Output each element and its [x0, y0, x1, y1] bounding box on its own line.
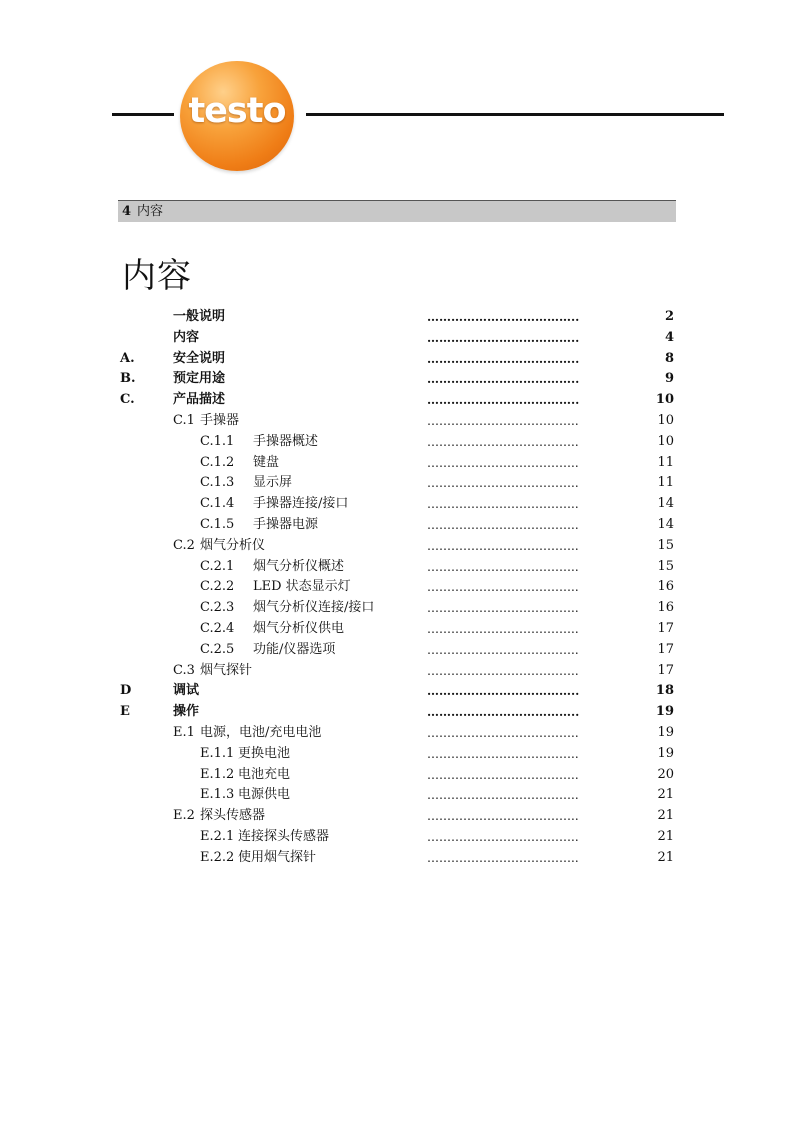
toc-page-number: 10	[655, 392, 674, 408]
toc-section-number: E.1	[173, 724, 195, 740]
toc-leader-dots: ………………………………..	[427, 809, 579, 824]
toc-entry[interactable]	[0, 307, 794, 328]
toc-entry[interactable]	[0, 723, 794, 744]
logo-text: testo	[188, 91, 286, 131]
toc-leader-dots: ………………………………..	[427, 663, 579, 678]
toc-page-number: 17	[657, 641, 674, 657]
toc-leader-dots: ………………………………..	[427, 413, 579, 428]
toc-title: 连接探头传感器	[238, 828, 330, 844]
toc-title: 烟气探针	[200, 662, 253, 678]
toc-section-number: C.1.3	[200, 475, 235, 491]
toc-leader-dots: ………………………………..	[427, 559, 579, 574]
toc-leader-dots: ………………………………..	[427, 642, 579, 657]
toc-leader-dots: ………………………………..	[427, 746, 579, 761]
toc-entry[interactable]	[0, 328, 794, 349]
toc-page-number: 15	[657, 558, 674, 574]
toc-section-number: C.2	[173, 537, 195, 553]
toc-leader-dots: ………………………………..	[427, 621, 579, 636]
toc-entry[interactable]	[0, 661, 794, 682]
toc-title: 一般说明	[173, 309, 226, 324]
toc-chapter-letter: C.	[120, 392, 135, 408]
toc-title: 安全说明	[173, 350, 226, 366]
toc-title: 产品描述	[173, 392, 226, 408]
toc-section-number: E.2.2	[200, 849, 235, 865]
toc-page-number: 10	[657, 412, 674, 428]
toc-section-number: E.1.1	[200, 745, 235, 761]
toc-section-number: E.2.1	[200, 828, 235, 844]
toc-leader-dots: ………………………………..	[427, 351, 580, 366]
toc-entry[interactable]	[0, 453, 794, 474]
toc-entry[interactable]	[0, 411, 794, 432]
toc-page-number: 20	[657, 766, 674, 782]
toc-title: 更换电池	[238, 745, 291, 761]
toc-entry[interactable]	[0, 681, 794, 702]
toc-section-number: C.1.1	[200, 433, 235, 449]
toc-section-number: E.1.2	[200, 766, 235, 782]
toc-section-number: C.1	[173, 412, 195, 428]
toc-leader-dots: ………………………………..	[427, 476, 579, 491]
toc-entry[interactable]	[0, 806, 794, 827]
toc-leader-dots: ………………………………..	[427, 434, 579, 449]
toc-entry[interactable]	[0, 577, 794, 598]
toc-title: 电源供电	[238, 787, 291, 803]
toc-entry[interactable]	[0, 765, 794, 786]
toc-entry[interactable]	[0, 702, 794, 723]
toc-title: 操作	[173, 704, 200, 720]
toc-page-number: 18	[655, 683, 674, 699]
toc-title: 键盘	[253, 454, 280, 470]
toc-leader-dots: ………………………………..	[427, 705, 580, 720]
toc-leader-dots: ………………………………..	[427, 767, 579, 782]
toc-entry[interactable]	[0, 640, 794, 661]
toc-entry[interactable]	[0, 785, 794, 806]
toc-page-number: 8	[664, 350, 674, 366]
toc-leader-dots: ………………………………..	[427, 310, 580, 324]
toc-leader-dots: ………………………………..	[427, 725, 579, 740]
toc-leader-dots: ………………………………..	[427, 829, 579, 844]
toc-section-number: E.1.3	[200, 787, 235, 803]
toc-title: 功能/仪器选项	[253, 641, 336, 657]
toc-entry[interactable]	[0, 848, 794, 869]
toc-chapter-letter: E	[120, 704, 130, 720]
toc-title: 烟气分析仪概述	[253, 558, 345, 574]
toc-chapter-letter: A.	[120, 350, 135, 366]
toc-section-number: C.2.1	[200, 558, 235, 574]
toc-page-number: 19	[655, 704, 674, 720]
toc-title: 内容	[173, 329, 200, 345]
testo-logo	[180, 61, 294, 171]
toc-title: 烟气分析仪连接/接口	[253, 600, 375, 616]
toc-title: 烟气分析仪供电	[253, 620, 345, 636]
toc-page-number: 11	[657, 454, 674, 470]
toc-page-number: 21	[657, 808, 674, 824]
toc-section-number: C.2.5	[200, 641, 235, 657]
toc-entry[interactable]	[0, 536, 794, 557]
toc-page-number: 11	[657, 475, 674, 491]
toc-leader-dots: ………………………………..	[427, 330, 580, 345]
toc-leader-dots: ………………………………..	[427, 601, 579, 616]
toc-page-number: 2	[664, 309, 674, 324]
toc-title: 显示屏	[253, 475, 293, 491]
toc-leader-dots: ………………………………..	[427, 497, 579, 512]
toc-leader-dots: ………………………………..	[427, 372, 580, 387]
toc-page-number: 19	[657, 745, 674, 761]
toc-title: 探头传感器	[200, 808, 266, 824]
toc-entry[interactable]	[0, 473, 794, 494]
toc-page-number: 9	[664, 371, 674, 387]
toc-leader-dots: ………………………………..	[427, 850, 579, 865]
page-title: 内容	[122, 256, 192, 296]
toc-section-number: C.1.5	[200, 516, 235, 532]
toc-page-number: 16	[657, 579, 674, 595]
toc-entry[interactable]	[0, 494, 794, 515]
toc-title: 烟气分析仪	[200, 537, 266, 553]
toc-leader-dots: ………………………………..	[427, 538, 579, 553]
toc-leader-dots: ………………………………..	[427, 788, 579, 803]
toc-entry[interactable]	[0, 557, 794, 578]
toc-title: 使用烟气探针	[238, 849, 317, 865]
toc-page-number: 17	[657, 620, 674, 636]
toc-leader-dots: ………………………………..	[427, 517, 579, 532]
toc-chapter-letter: B.	[120, 371, 136, 387]
toc-page-number: 21	[657, 849, 674, 865]
toc-section-number: E.2	[173, 808, 195, 824]
toc-section-number: C.3	[173, 662, 195, 678]
toc-section-number: C.1.4	[200, 496, 235, 512]
toc-page-number: 17	[657, 662, 674, 678]
toc-title: 手操器	[200, 412, 240, 428]
toc-entry[interactable]	[0, 827, 794, 848]
toc-leader-dots: ………………………………..	[427, 580, 579, 595]
toc-entry[interactable]	[0, 349, 794, 370]
table-of-contents	[0, 307, 794, 869]
section-title: 内容	[137, 204, 164, 219]
section-header-bar	[118, 200, 676, 222]
toc-title: 电池充电	[238, 766, 291, 782]
toc-entry[interactable]	[0, 619, 794, 640]
toc-page-number: 19	[657, 724, 674, 740]
toc-title: 预定用途	[173, 371, 226, 387]
toc-leader-dots: ………………………………..	[427, 455, 579, 470]
toc-title: 调试	[173, 683, 200, 699]
toc-page-number: 10	[657, 433, 674, 449]
toc-title: 手操器连接/接口	[253, 496, 349, 512]
toc-title: 电源，电池/充电电池	[200, 724, 322, 740]
toc-entry[interactable]	[0, 744, 794, 765]
toc-page-number: 14	[657, 496, 674, 512]
toc-title: 手操器概述	[253, 433, 319, 449]
toc-section-number: C.1.2	[200, 454, 235, 470]
toc-title: 手操器电源	[253, 516, 319, 532]
toc-section-number: C.2.4	[200, 620, 235, 636]
toc-entry[interactable]	[0, 515, 794, 536]
toc-section-number: C.2.2	[200, 579, 235, 595]
toc-page-number: 16	[657, 600, 674, 616]
section-number: 4	[122, 204, 132, 219]
toc-page-number: 14	[657, 516, 674, 532]
toc-entry[interactable]	[0, 432, 794, 453]
toc-page-number: 15	[657, 537, 674, 553]
toc-chapter-letter: D	[120, 683, 132, 699]
toc-entry[interactable]	[0, 598, 794, 619]
toc-title: LED 状态显示灯	[253, 579, 351, 595]
toc-section-number: C.2.3	[200, 600, 235, 616]
toc-page-number: 21	[657, 828, 674, 844]
toc-leader-dots: ………………………………..	[427, 393, 580, 408]
toc-leader-dots: ………………………………..	[427, 684, 580, 699]
toc-page-number: 4	[664, 329, 674, 345]
toc-entry[interactable]	[0, 369, 794, 390]
toc-entry[interactable]	[0, 390, 794, 411]
header-rule-left	[112, 113, 174, 116]
toc-page-number: 21	[657, 787, 674, 803]
header-rule-right	[306, 113, 724, 116]
